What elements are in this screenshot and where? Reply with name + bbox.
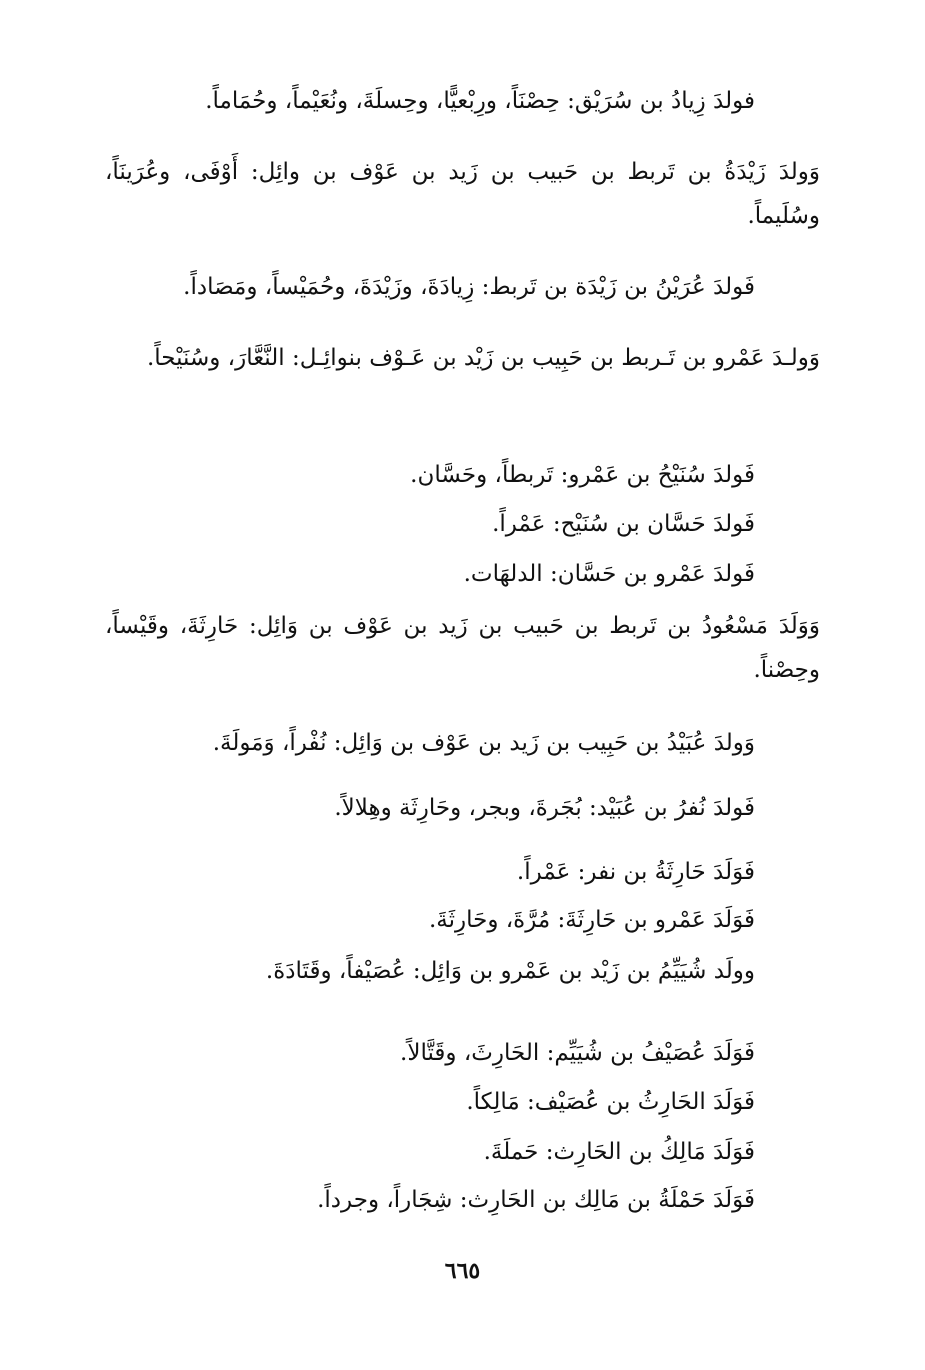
text-line-17: فَوَلَدَ حَمْلَةُ بن مَالِك بن الحَارِث: شِجَاراً، وجرداً. — [317, 1187, 755, 1213]
text-line-7: فَولدَ عَمْرو بن حَسَّان: الدلهَات. — [463, 561, 755, 587]
text-line-11: فَوَلَدَ حَارِثَةُ بن نفر: عَمْراً. — [516, 859, 755, 885]
text-line-6: فَولدَ حَسَّان بن سُنَيْح: عَمْراً. — [492, 511, 755, 537]
text-line-15: فَوَلَدَ الحَارِثُ بن عُصَيْف: مَالِكاً. — [466, 1089, 755, 1115]
text-line-8: وَوَلَدَ مَسْعُودُ بن تَربط بن حَبيب بن زَيد بن عَوْف بن وَائِل: حَارِثَةَ، وقَيْساً، وحِصْناً. — [105, 613, 820, 683]
text-line-9: وَولدَ عُبَيْدُ بن حَبِيب بن زَيد بن عَوْف بن وَائِل: نُفْراً، وَمَولَةَ. — [212, 730, 755, 756]
text-line-12: فَوَلَدَ عَمْرو بن حَارِثَةَ: مُرَّةَ، وحَارِثَةَ. — [428, 907, 755, 933]
text-line-1: فولدَ زِيادُ بن سُرَيْق: حِصْنَاً، ورِبْعيًّا، وحِسلَةَ، ونُعَيْماً، وحُمَاماً. — [205, 88, 755, 114]
text-line-13: وولَد شُيَيِّمُ بن زَيْد بن عَمْرو بن وَائِل: عُصَيْفاً، وقَتَادَةَ. — [265, 958, 755, 984]
text-line-4: وَولـدَ عَمْرو بن تَـربط بن حَبِيب بن زَيْد بن عَـوْف بنوائِـل: النَّعَّارَ، وسُنَيْحاً. — [146, 345, 820, 371]
text-line-14: فَوَلَدَ عُصَيْفُ بن شُيَيِّم: الحَارِثَ، وقَتَّالاً. — [400, 1040, 755, 1066]
text-line-16: فَوَلَدَ مَالِكُ بن الحَارِث: حَملَةَ. — [483, 1139, 755, 1165]
page-number: ٦٦٥ — [444, 1258, 481, 1284]
text-line-2: وَولدَ زَيْدَةُ بن تَربط بن حَبيب بن زَيد بن عَوْف بن وائِل: أَوْفَى، وعُرَينَاً، وسُلَيماً. — [105, 159, 821, 229]
text-line-3: فَولدَ عُرَيْنُ بن زَيْدَة بن تَربط: زِيادَةَ، وزَيْدَةَ، وحُمَيْساً، ومَصَاداً. — [183, 274, 755, 300]
text-line-5: فَولدَ سُنَيْحُ بن عَمْرو: تَربطاً، وحَسَّان. — [410, 462, 755, 488]
text-line-10: فَولدَ نُفرُ بن عُبَيْد: بُجَرةَ، وبجر، وحَارِثَة وهِلالاً. — [334, 795, 755, 821]
